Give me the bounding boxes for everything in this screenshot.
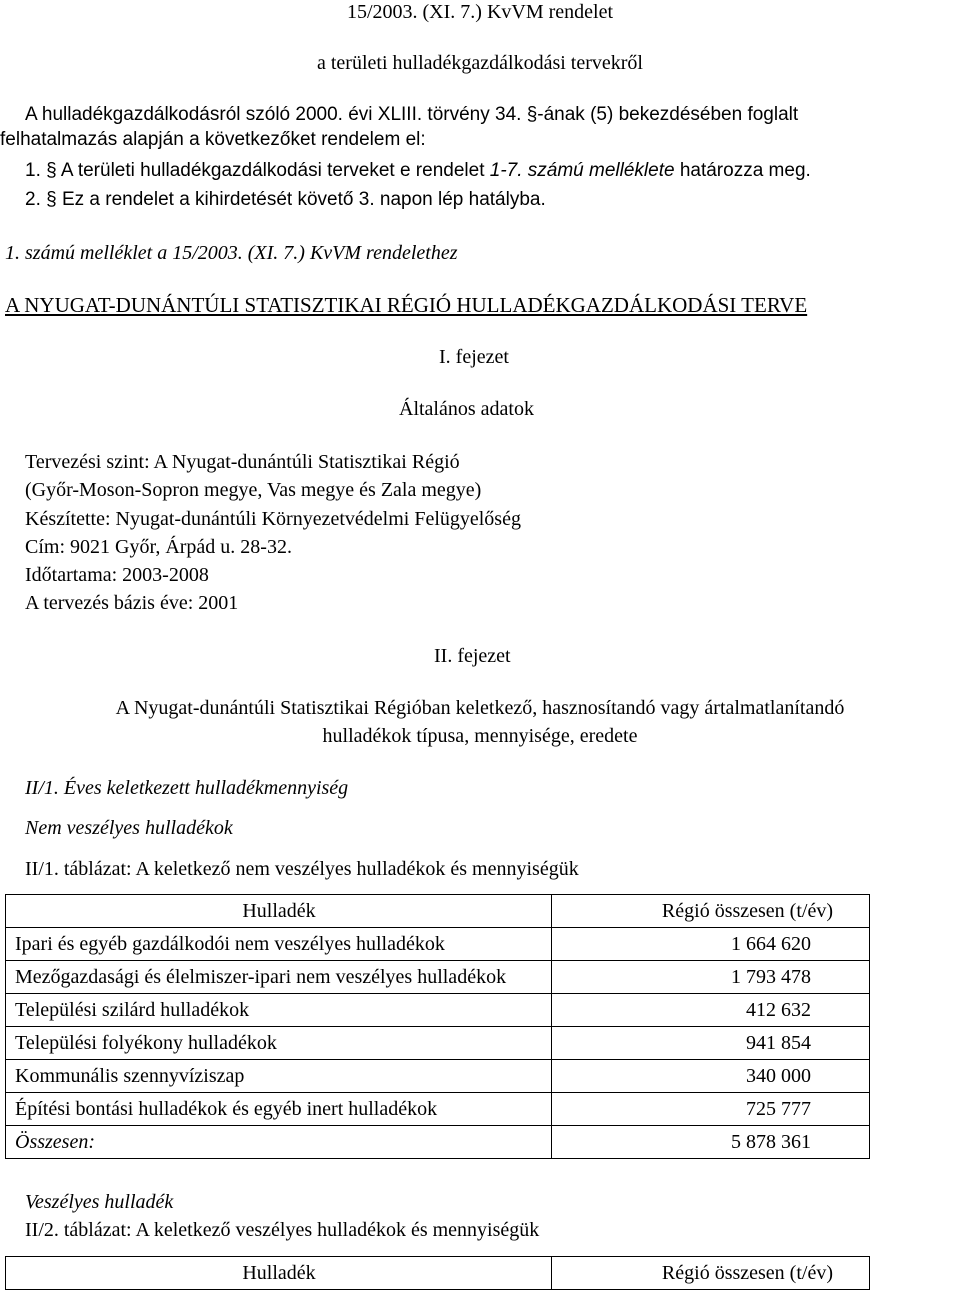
table-row xyxy=(6,928,870,961)
annex-reference: 1-7. számú melléklete xyxy=(489,160,675,181)
decree-subtitle: a területi hulladékgazdálkodási tervekről xyxy=(317,52,643,74)
prepared-by: Készítette: Nyugat-dunántúli Környezetvédelmi Felügyelőség xyxy=(25,508,521,530)
total-value: 5 878 361 xyxy=(552,1126,870,1159)
waste-value: 412 632 xyxy=(552,994,870,1027)
table-header-row xyxy=(6,1257,870,1290)
hazardous-heading: Veszélyes hulladék xyxy=(25,1191,174,1213)
column-header-waste: Hulladék xyxy=(6,895,552,928)
table-row xyxy=(6,994,870,1027)
table-header-row xyxy=(6,895,870,928)
table-total-row xyxy=(6,1126,870,1159)
waste-name: Települési szilárd hulladékok xyxy=(6,994,552,1027)
waste-name: Mezőgazdasági és élelmiszer-ipari nem veszélyes hulladékok xyxy=(6,961,552,994)
chapter-1-subheading: Általános adatok xyxy=(399,398,534,420)
chapter-1-heading: I. fejezet xyxy=(439,346,509,368)
counties: (Győr-Moson-Sopron megye, Vas megye és Zala megye) xyxy=(25,479,482,501)
chapter-2-title-line-1: A Nyugat-dunántúli Statisztikai Régióban keletkező, hasznosítandó vagy ártalmatlanítandó xyxy=(115,697,845,719)
preamble-line-2: felhatalmazás alapján a következőket rendelem el: xyxy=(0,129,426,150)
planning-level: Tervezési szint: A Nyugat-dunántúli Statisztikai Régió xyxy=(25,451,460,473)
waste-name: Települési folyékony hulladékok xyxy=(6,1027,552,1060)
paragraph-1-end: határozza meg. xyxy=(674,160,811,181)
table-row xyxy=(6,1060,870,1093)
preamble-line-1: A hulladékgazdálkodásról szóló 2000. évi XLIII. törvény 34. §-ának (5) bekezdésében foglalt xyxy=(25,104,799,125)
waste-name: Építési bontási hulladékok és egyéb inert hulladékok xyxy=(6,1093,552,1126)
paragraph-1 xyxy=(25,159,811,183)
waste-value: 941 854 xyxy=(552,1027,870,1060)
waste-name: Ipari és egyéb gazdálkodói nem veszélyes hulladékok xyxy=(6,928,552,961)
chapter-2-title-line-2: hulladékok típusa, mennyisége, eredete xyxy=(322,725,638,747)
waste-name: Kommunális szennyvíziszap xyxy=(6,1060,552,1093)
duration: Időtartama: 2003-2008 xyxy=(25,564,209,586)
table-1-caption: II/1. táblázat: A keletkező nem veszélyes hulladékok és mennyiségük xyxy=(25,858,579,880)
decree-title: 15/2003. (XI. 7.) KvVM rendelet xyxy=(346,1,614,23)
chapter-2-heading: II. fejezet xyxy=(434,645,511,667)
waste-value: 1 793 478 xyxy=(552,961,870,994)
waste-value: 1 664 620 xyxy=(552,928,870,961)
column-header-total: Régió összesen (t/év) xyxy=(552,895,870,928)
table-row xyxy=(6,961,870,994)
waste-value: 725 777 xyxy=(552,1093,870,1126)
table-row xyxy=(6,1093,870,1126)
address: Cím: 9021 Győr, Árpád u. 28-32. xyxy=(25,536,292,558)
plan-title: A NYUGAT-DUNÁNTÚLI STATISZTIKAI RÉGIÓ HULLADÉKGAZDÁLKODÁSI TERVE xyxy=(5,293,808,317)
paragraph-2: 2. § Ez a rendelet a kihirdetését követő 3. napon lép hatályba. xyxy=(25,189,546,210)
table-2-caption: II/2. táblázat: A keletkező veszélyes hulladékok és mennyiségük xyxy=(25,1219,540,1241)
total-label: Összesen: xyxy=(6,1126,552,1159)
nonhazardous-waste-table xyxy=(5,894,870,1159)
paragraph-1-start: 1. § A területi hulladékgazdálkodási terveket e rendelet xyxy=(25,160,490,181)
hazardous-waste-table xyxy=(5,1256,870,1290)
section-annual-waste: II/1. Éves keletkezett hulladékmennyiség xyxy=(25,777,349,799)
column-header-waste: Hulladék xyxy=(6,1257,552,1290)
column-header-total: Régió összesen (t/év) xyxy=(552,1257,870,1290)
base-year: A tervezés bázis éve: 2001 xyxy=(25,592,239,614)
table-row xyxy=(6,1027,870,1060)
waste-value: 340 000 xyxy=(552,1060,870,1093)
nonhazardous-heading: Nem veszélyes hulladékok xyxy=(25,817,233,839)
annex-title: 1. számú melléklet a 15/2003. (XI. 7.) KvVM rendelethez xyxy=(5,242,458,264)
